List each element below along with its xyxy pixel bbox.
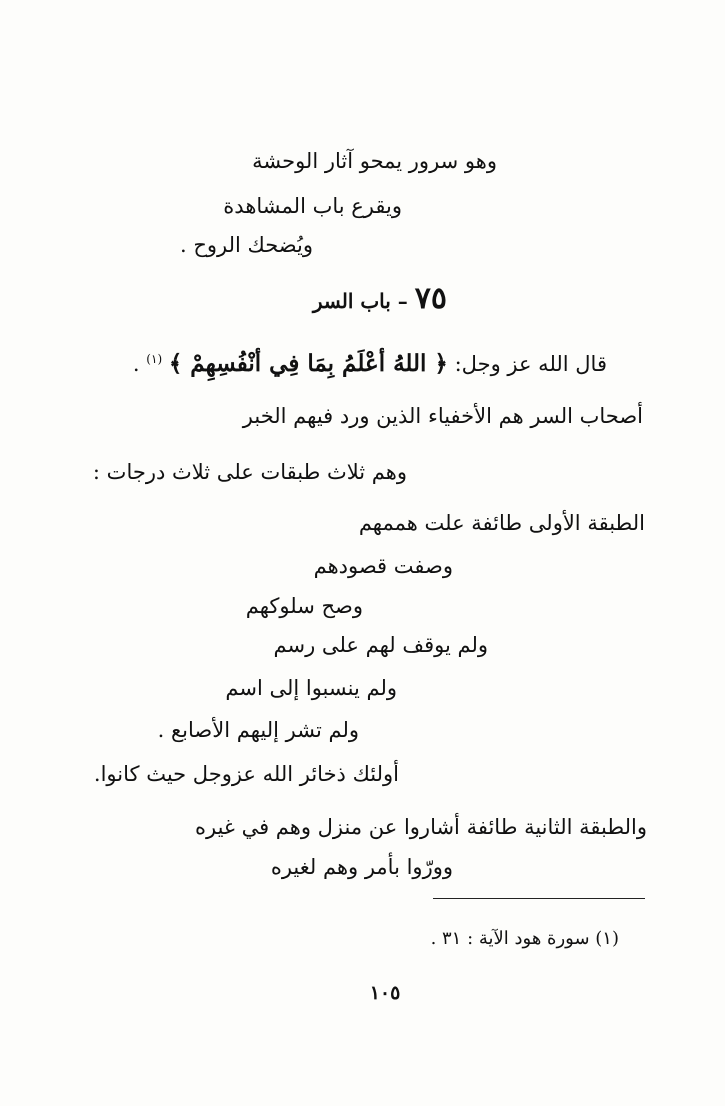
body-line: وهم ثلاث طبقات على ثلاث درجات : xyxy=(92,460,407,484)
intro-line: ويُضحك الروح . xyxy=(180,233,313,257)
verse-prefix: قال الله عز وجل: xyxy=(454,352,607,376)
verse-line xyxy=(133,342,607,381)
body-line: أصحاب السر هم الأخفياء الذين ورد فيهم الخبر xyxy=(242,404,643,428)
footnote-rule xyxy=(433,898,645,899)
section-heading xyxy=(313,282,447,318)
quran-verse: ﴿ اللهُ أعْلَمُ بِمَا فِي أنْفُسِهِمْ ﴾ xyxy=(168,350,448,377)
footnote-marker: (١) xyxy=(146,352,163,366)
body-line: الطبقة الأولى طائفة علت هممهم xyxy=(358,511,645,535)
body-line: ولم تشر إليهم الأصابع . xyxy=(157,718,359,742)
intro-line: ويقرع باب المشاهدة xyxy=(223,194,402,218)
body-line: وورّوا بأمر وهم لغيره xyxy=(270,855,453,879)
section-number: ٧٥ xyxy=(414,281,447,316)
body-line: وصفت قصودهم xyxy=(313,554,453,578)
body-line: ولم يوقف لهم على رسم xyxy=(273,633,488,657)
page-number: ١٠٥ xyxy=(369,982,401,1004)
body-line: والطبقة الثانية طائفة أشاروا عن منزل وهم في غيره xyxy=(194,815,647,839)
section-title: باب السر xyxy=(312,289,391,313)
body-line: وصح سلوكهم xyxy=(245,594,363,618)
body-line: ولم ينسبوا إلى اسم xyxy=(225,676,397,700)
verse-end: . xyxy=(132,352,140,376)
section-separator: – xyxy=(397,289,408,313)
body-line: أولئك ذخائر الله عزوجل حيث كانوا. xyxy=(93,762,399,786)
intro-line: وهو سرور يمحو آثار الوحشة xyxy=(252,149,497,173)
footnote: (١) سورة هود الآية : ٣١ . xyxy=(430,928,619,949)
